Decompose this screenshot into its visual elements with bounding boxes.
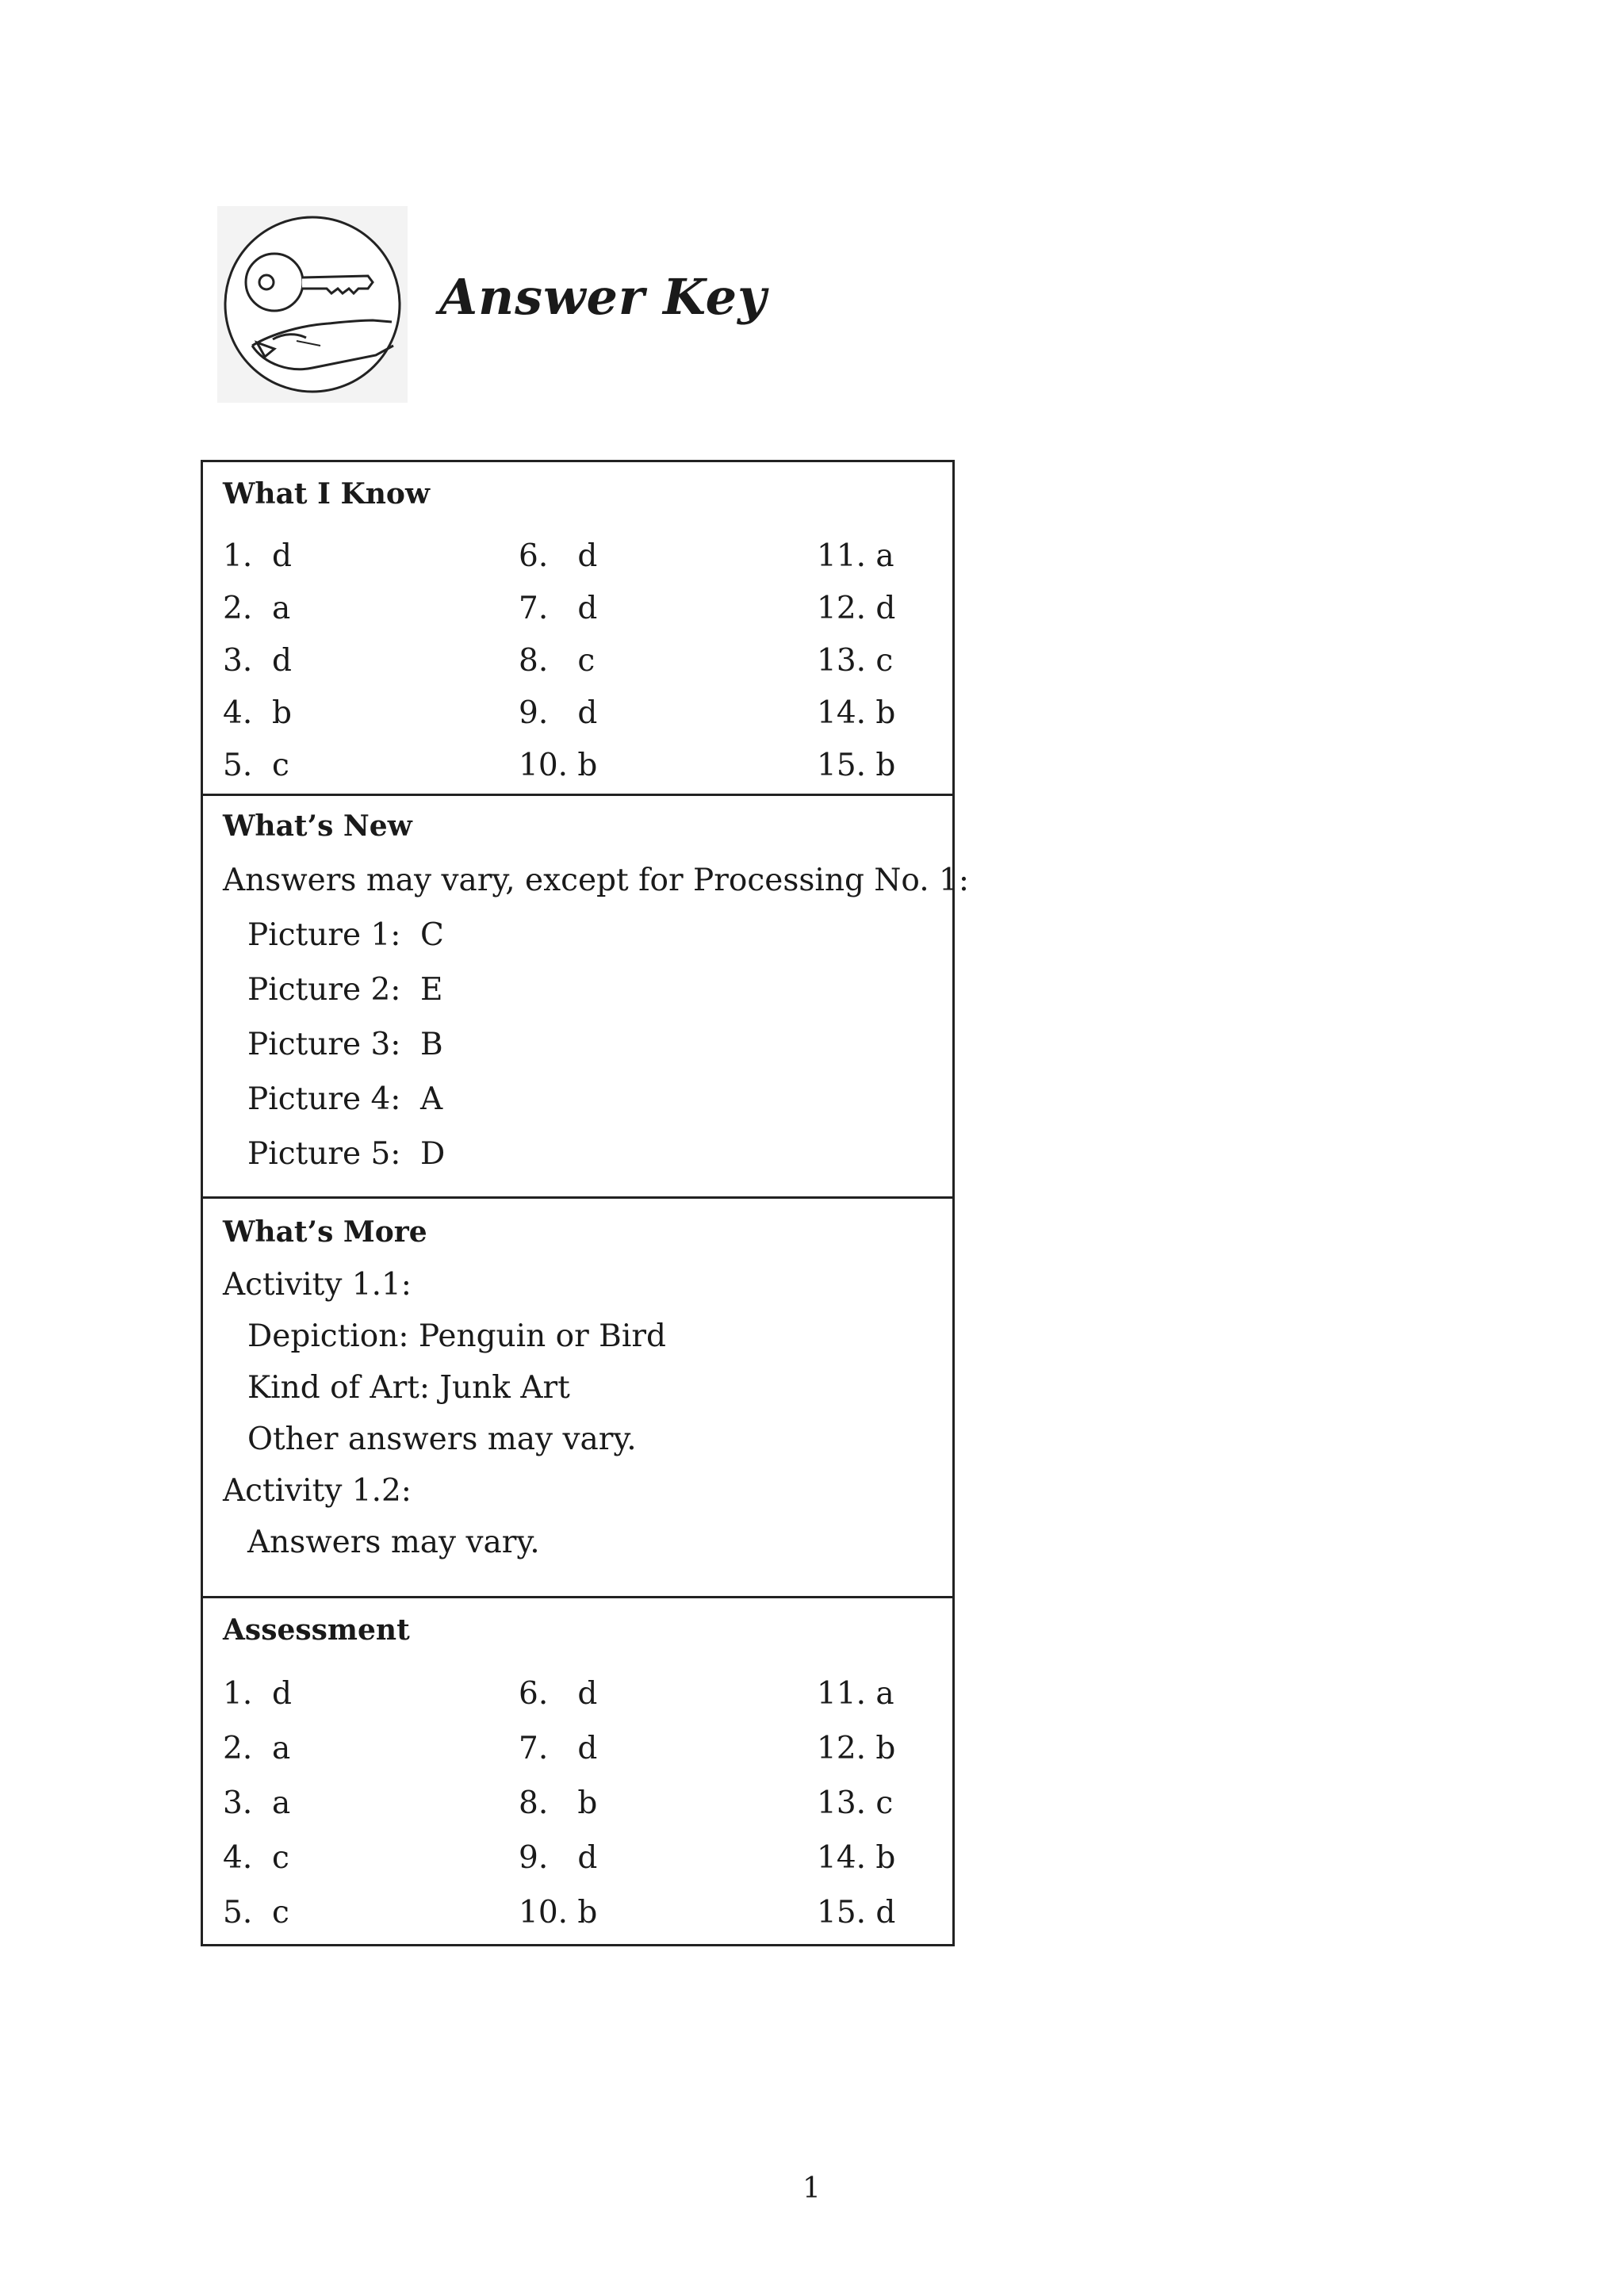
answer-key-table bbox=[201, 460, 969, 1946]
activity-label: Activity 1.2: bbox=[223, 1473, 412, 1509]
section-heading: What’s New bbox=[223, 809, 412, 843]
answer-item: 8. b bbox=[519, 1785, 598, 1821]
picture-letter: C bbox=[420, 917, 444, 953]
other-answers-text: Other answers may vary. bbox=[247, 1422, 637, 1457]
answer-item: 10. b bbox=[519, 748, 598, 783]
picture-letter: B bbox=[420, 1027, 443, 1062]
picture-label: Picture 5: bbox=[247, 1136, 401, 1172]
answer-item: 14. b bbox=[817, 1840, 896, 1876]
picture-answer bbox=[223, 962, 952, 1017]
answer-item: 7. d bbox=[519, 1731, 598, 1766]
picture-answer bbox=[223, 1017, 952, 1072]
section-heading: Assessment bbox=[223, 1613, 410, 1647]
kind-of-art-text: Kind of Art: Junk Art bbox=[247, 1370, 570, 1406]
intro-text: Answers may vary, except for Processing No. 1: bbox=[223, 863, 969, 898]
page-number: 1 bbox=[802, 2172, 821, 2205]
key-in-hand-icon bbox=[217, 206, 408, 403]
answer-item: 9. d bbox=[519, 1840, 598, 1876]
page-title: Answer Key bbox=[439, 268, 768, 326]
answer-item: 5. c bbox=[223, 1895, 289, 1931]
picture-label: Picture 4: bbox=[247, 1081, 401, 1117]
picture-answer bbox=[223, 1072, 952, 1127]
picture-letter: A bbox=[420, 1081, 443, 1117]
section-heading: What’s More bbox=[223, 1215, 427, 1249]
answer-item: 8. c bbox=[519, 643, 596, 679]
assessment-section bbox=[203, 1598, 952, 1944]
answer-item: 4. b bbox=[223, 695, 292, 731]
answers-vary-text: Answers may vary. bbox=[247, 1525, 540, 1560]
answer-item: 12. d bbox=[817, 591, 896, 626]
answer-item: 1. d bbox=[223, 1676, 292, 1712]
answer-item: 4. c bbox=[223, 1840, 289, 1876]
picture-label: Picture 3: bbox=[247, 1027, 401, 1062]
section-heading: What I Know bbox=[223, 477, 430, 511]
answer-item: 2. a bbox=[223, 591, 291, 626]
picture-label: Picture 1: bbox=[247, 917, 401, 953]
answer-item: 15. b bbox=[817, 748, 896, 783]
answer-grid bbox=[223, 530, 952, 792]
answer-item: 13. c bbox=[817, 1785, 894, 1821]
whats-new-section bbox=[203, 796, 969, 1199]
depiction-text: Depiction: Penguin or Bird bbox=[247, 1318, 666, 1354]
answer-item: 7. d bbox=[519, 591, 598, 626]
answer-item: 9. d bbox=[519, 695, 598, 731]
answer-item: 11. a bbox=[817, 1676, 894, 1712]
answer-item: 1. d bbox=[223, 538, 292, 574]
picture-answer bbox=[223, 908, 952, 962]
answer-item: 13. c bbox=[817, 643, 894, 679]
answer-item: 11. a bbox=[817, 538, 894, 574]
answer-grid bbox=[223, 1667, 952, 1940]
picture-answer bbox=[223, 1127, 952, 1181]
answer-item: 6. d bbox=[519, 538, 598, 574]
answer-item: 3. a bbox=[223, 1785, 291, 1821]
whats-more-section bbox=[203, 1199, 952, 1598]
answer-item: 2. a bbox=[223, 1731, 291, 1766]
answer-item: 14. b bbox=[817, 695, 896, 731]
activity-label: Activity 1.1: bbox=[223, 1267, 412, 1303]
picture-label: Picture 2: bbox=[247, 972, 401, 1008]
answer-item: 12. b bbox=[817, 1731, 896, 1766]
answer-item: 6. d bbox=[519, 1676, 598, 1712]
picture-letter: D bbox=[420, 1136, 446, 1172]
answer-item: 3. d bbox=[223, 643, 292, 679]
picture-letter: E bbox=[420, 972, 443, 1008]
what-i-know-section bbox=[203, 462, 952, 796]
answer-item: 15. d bbox=[817, 1895, 896, 1931]
answer-item: 5. c bbox=[223, 748, 289, 783]
answer-item: 10. b bbox=[519, 1895, 598, 1931]
